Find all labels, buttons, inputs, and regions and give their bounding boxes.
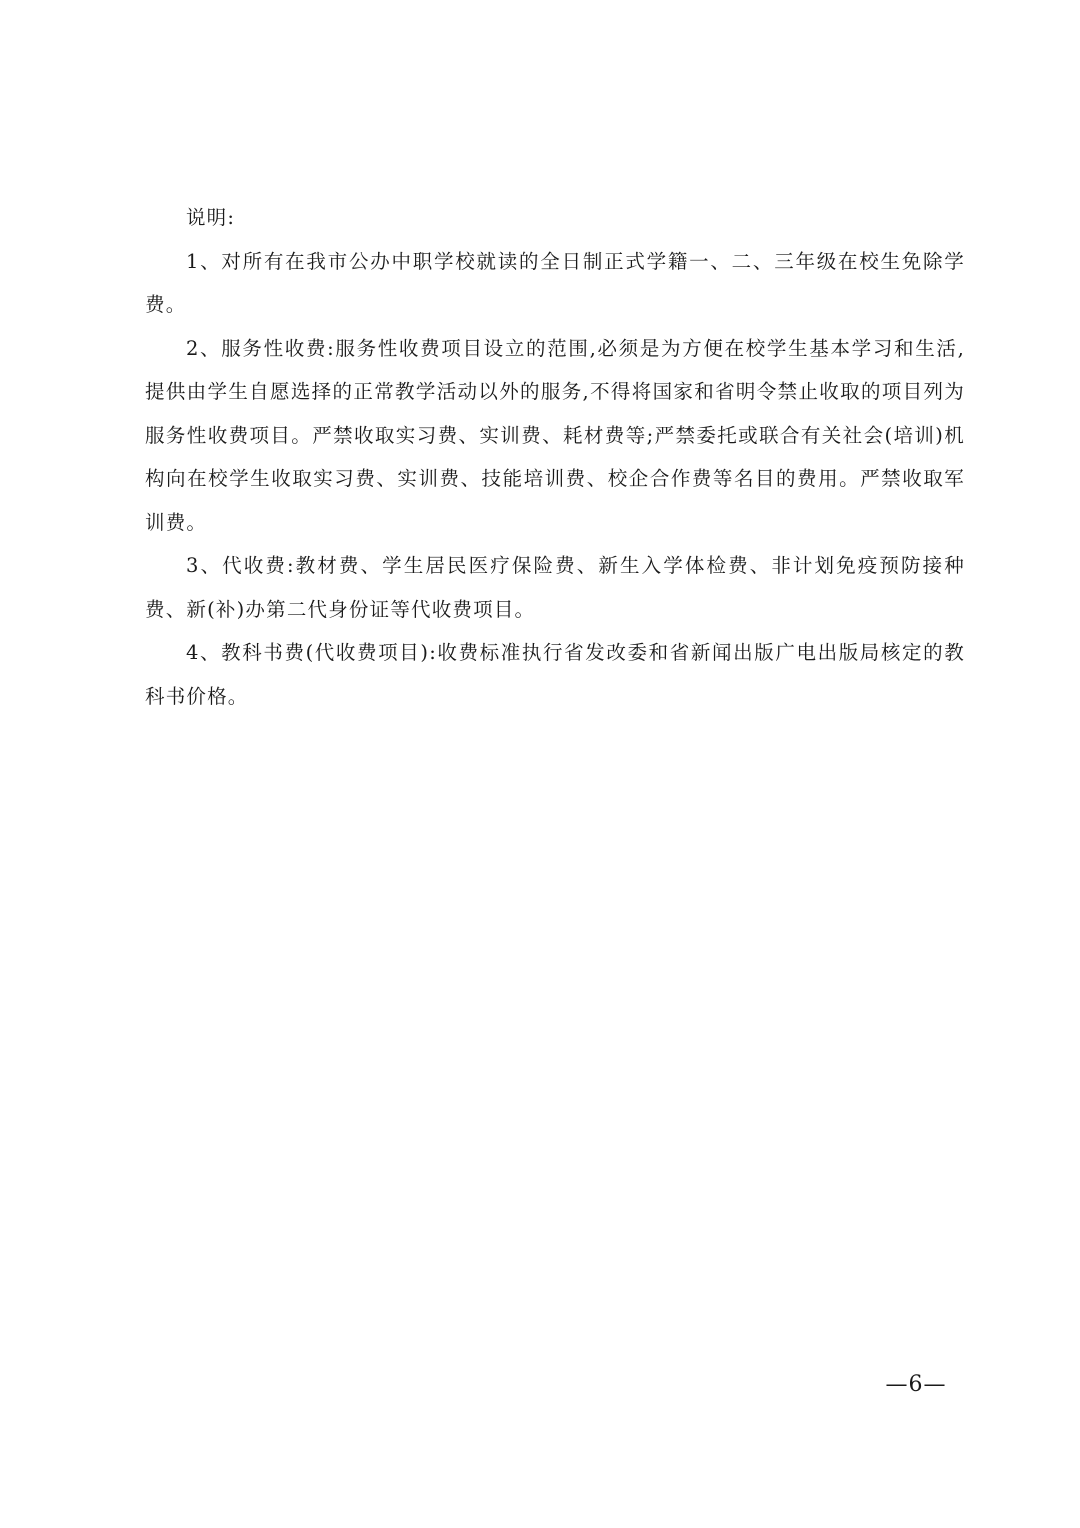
paragraph-4: 4、教科书费(代收费项目):收费标准执行省发改委和省新闻出版广电出版局核定的教科书价格。 bbox=[145, 641, 965, 708]
document-body bbox=[145, 196, 965, 718]
page-number: —6— bbox=[885, 1372, 947, 1397]
paragraph-3: 3、代收费:教材费、学生居民医疗保险费、新生入学体检费、非计划免疫预防接种费、新(补)办第二代身份证等代收费项目。 bbox=[145, 554, 965, 621]
paragraph-1: 1、对所有在我市公办中职学校就读的全日制正式学籍一、二、三年级在校生免除学费。 bbox=[145, 249, 965, 316]
section-heading: 说明: bbox=[185, 206, 236, 229]
paragraph-2: 2、服务性收费:服务性收费项目设立的范围,必须是为方便在校学生基本学习和生活,提供由学生自愿选择的正常教学活动以外的服务,不得将国家和省明令禁止收取的项目列为服务性收费项目。严禁收取实习费、实训费、耗材费等;严禁委托或联合有关社会(培训)机构向在校学生收取实习费、实训费、技能培训费、校企合作费等名目的费用。严禁收取军训费。 bbox=[145, 336, 965, 534]
